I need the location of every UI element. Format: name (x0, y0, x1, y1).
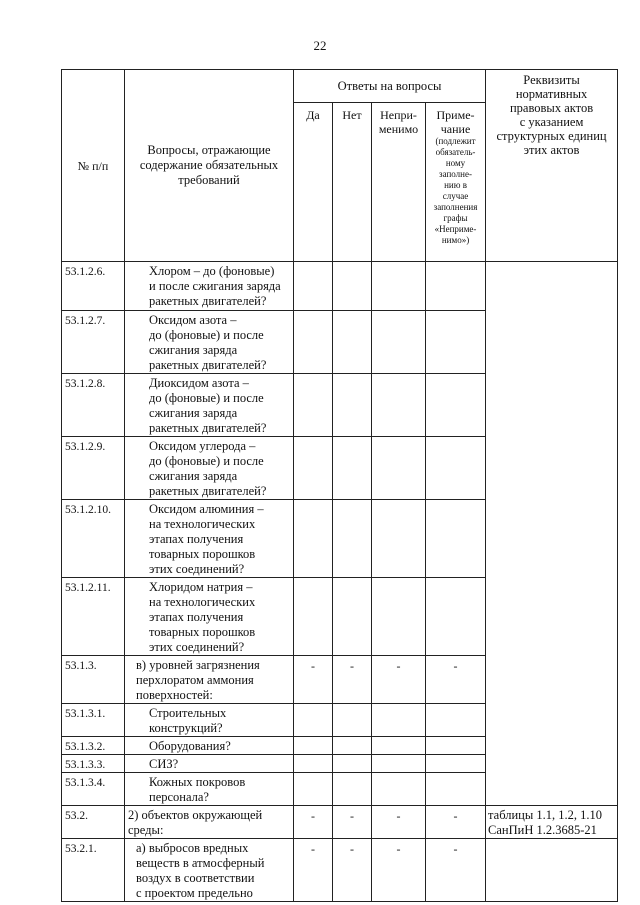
answer-not-applicable (372, 311, 426, 374)
answer-note (426, 704, 486, 737)
question-line: этих соединений? (149, 562, 245, 576)
row-number: 53.1.3.4. (62, 773, 125, 806)
row-question (125, 755, 294, 773)
row-question (125, 262, 294, 311)
question-line: 2) объектов окружающей (128, 808, 263, 822)
row-requisites (486, 806, 618, 839)
question-line: персонала? (149, 790, 209, 804)
answer-not-applicable (372, 737, 426, 755)
answer-no (333, 500, 372, 578)
table-row (62, 806, 618, 839)
answer-note (426, 578, 486, 656)
answer-yes (294, 773, 333, 806)
answer-not-applicable (372, 437, 426, 500)
answer-not-applicable: - (372, 656, 426, 704)
answer-note: - (426, 656, 486, 704)
row-number: 53.1.2.7. (62, 311, 125, 374)
header-num: № п/п (62, 70, 125, 262)
row-requisites (486, 262, 618, 806)
row-question (125, 737, 294, 755)
answer-note (426, 374, 486, 437)
answer-yes (294, 704, 333, 737)
answer-yes (294, 311, 333, 374)
answer-note: - (426, 806, 486, 839)
question-line: до (фоновые) и после (149, 391, 264, 405)
answer-no (333, 437, 372, 500)
answer-not-applicable (372, 262, 426, 311)
row-question (125, 311, 294, 374)
page-number: 22 (313, 38, 327, 53)
answer-yes (294, 374, 333, 437)
answer-not-applicable (372, 755, 426, 773)
question-line: товарных порошков (149, 625, 256, 639)
question-line: ракетных двигателей? (149, 358, 267, 372)
table-row (62, 839, 618, 902)
question-line: ракетных двигателей? (149, 294, 267, 308)
row-question (125, 437, 294, 500)
header-no: Нет (333, 103, 372, 262)
row-number: 53.2. (62, 806, 125, 839)
answer-no (333, 374, 372, 437)
row-number: 53.1.3. (62, 656, 125, 704)
answer-no (333, 704, 372, 737)
question-line: сжигания заряда (149, 406, 238, 420)
question-line: Оборудования? (149, 739, 231, 753)
answer-no: - (333, 656, 372, 704)
row-number: 53.1.3.3. (62, 755, 125, 773)
answer-note (426, 773, 486, 806)
answer-yes (294, 578, 333, 656)
answer-not-applicable (372, 578, 426, 656)
header-question: Вопросы, отражающие содержание обязательных требований (125, 70, 294, 262)
row-question (125, 704, 294, 737)
question-line: этих соединений? (149, 640, 245, 654)
row-requisites (486, 839, 618, 902)
row-number: 53.2.1. (62, 839, 125, 902)
answer-not-applicable (372, 374, 426, 437)
answer-no (333, 578, 372, 656)
header-not-applicable: Непри- менимо (372, 103, 426, 262)
requisite-line: таблицы 1.1, 1.2, 1.10 (488, 808, 603, 822)
requisite-line: СанПиН 1.2.3685-21 (488, 823, 597, 837)
question-line: поверхностей: (136, 688, 213, 702)
question-line: на технологических (149, 595, 256, 609)
question-line: на технологических (149, 517, 256, 531)
row-number: 53.1.3.2. (62, 737, 125, 755)
question-line: товарных порошков (149, 547, 256, 561)
row-question (125, 773, 294, 806)
row-number: 53.1.2.11. (62, 578, 125, 656)
answer-not-applicable (372, 773, 426, 806)
row-number: 53.1.2.8. (62, 374, 125, 437)
question-line: Строительных (149, 706, 227, 720)
answer-yes (294, 437, 333, 500)
answer-note (426, 755, 486, 773)
answer-not-applicable: - (372, 839, 426, 902)
row-question (125, 374, 294, 437)
answer-note (426, 262, 486, 311)
question-line: до (фоновые) и после (149, 328, 264, 342)
question-line: Кожных покровов (149, 775, 246, 789)
answer-no (333, 773, 372, 806)
header-requisites: Реквизиты нормативных правовых актов с указанием структурных единиц этих актов (486, 70, 618, 262)
question-line: и после сжигания заряда (149, 279, 281, 293)
answer-no (333, 262, 372, 311)
answer-note (426, 437, 486, 500)
answer-not-applicable: - (372, 806, 426, 839)
row-question (125, 839, 294, 902)
question-line: Хлоридом натрия – (149, 580, 253, 594)
answer-yes (294, 500, 333, 578)
question-line: перхлоратом аммония (136, 673, 254, 687)
table-row (62, 262, 618, 311)
question-line: Оксидом углерода – (149, 439, 256, 453)
question-line: сжигания заряда (149, 469, 238, 483)
header-note: Приме- чание (подлежит обязатель- ному заполне- нию в случае заполнения графы «Неприме- нимо») (426, 103, 486, 262)
row-question (125, 500, 294, 578)
question-line: с проектом предельно (136, 886, 253, 900)
question-line: этапах получения (149, 532, 244, 546)
answer-no: - (333, 806, 372, 839)
answer-no (333, 755, 372, 773)
answer-yes: - (294, 656, 333, 704)
header-yes: Да (294, 103, 333, 262)
answer-no: - (333, 839, 372, 902)
answer-yes (294, 737, 333, 755)
row-number: 53.1.2.9. (62, 437, 125, 500)
question-line: конструкций? (149, 721, 223, 735)
question-line: сжигания заряда (149, 343, 238, 357)
answer-no (333, 311, 372, 374)
row-question (125, 578, 294, 656)
answer-note (426, 500, 486, 578)
row-number: 53.1.2.10. (62, 500, 125, 578)
question-line: а) выбросов вредных (136, 841, 249, 855)
header-answers: Ответы на вопросы (294, 70, 486, 103)
row-number: 53.1.3.1. (62, 704, 125, 737)
question-line: Оксидом алюминия – (149, 502, 264, 516)
requirements-table (61, 69, 618, 902)
answer-yes (294, 262, 333, 311)
answer-not-applicable (372, 704, 426, 737)
question-line: ракетных двигателей? (149, 484, 267, 498)
row-question (125, 656, 294, 704)
question-line: воздух в соответствии (136, 871, 255, 885)
question-line: этапах получения (149, 610, 244, 624)
answer-note (426, 737, 486, 755)
answer-not-applicable (372, 500, 426, 578)
answer-yes: - (294, 806, 333, 839)
question-line: среды: (128, 823, 164, 837)
question-line: СИЗ? (149, 757, 179, 771)
question-line: веществ в атмосферный (136, 856, 265, 870)
answer-yes (294, 755, 333, 773)
question-line: до (фоновые) и после (149, 454, 264, 468)
answer-yes: - (294, 839, 333, 902)
question-line: в) уровней загрязнения (136, 658, 260, 672)
answer-note (426, 311, 486, 374)
answer-note: - (426, 839, 486, 902)
question-line: Диоксидом азота – (149, 376, 249, 390)
row-question (125, 806, 294, 839)
question-line: Хлором – до (фоновые) (149, 264, 275, 278)
question-line: Оксидом азота – (149, 313, 237, 327)
question-line: ракетных двигателей? (149, 421, 267, 435)
answer-no (333, 737, 372, 755)
row-number: 53.1.2.6. (62, 262, 125, 311)
